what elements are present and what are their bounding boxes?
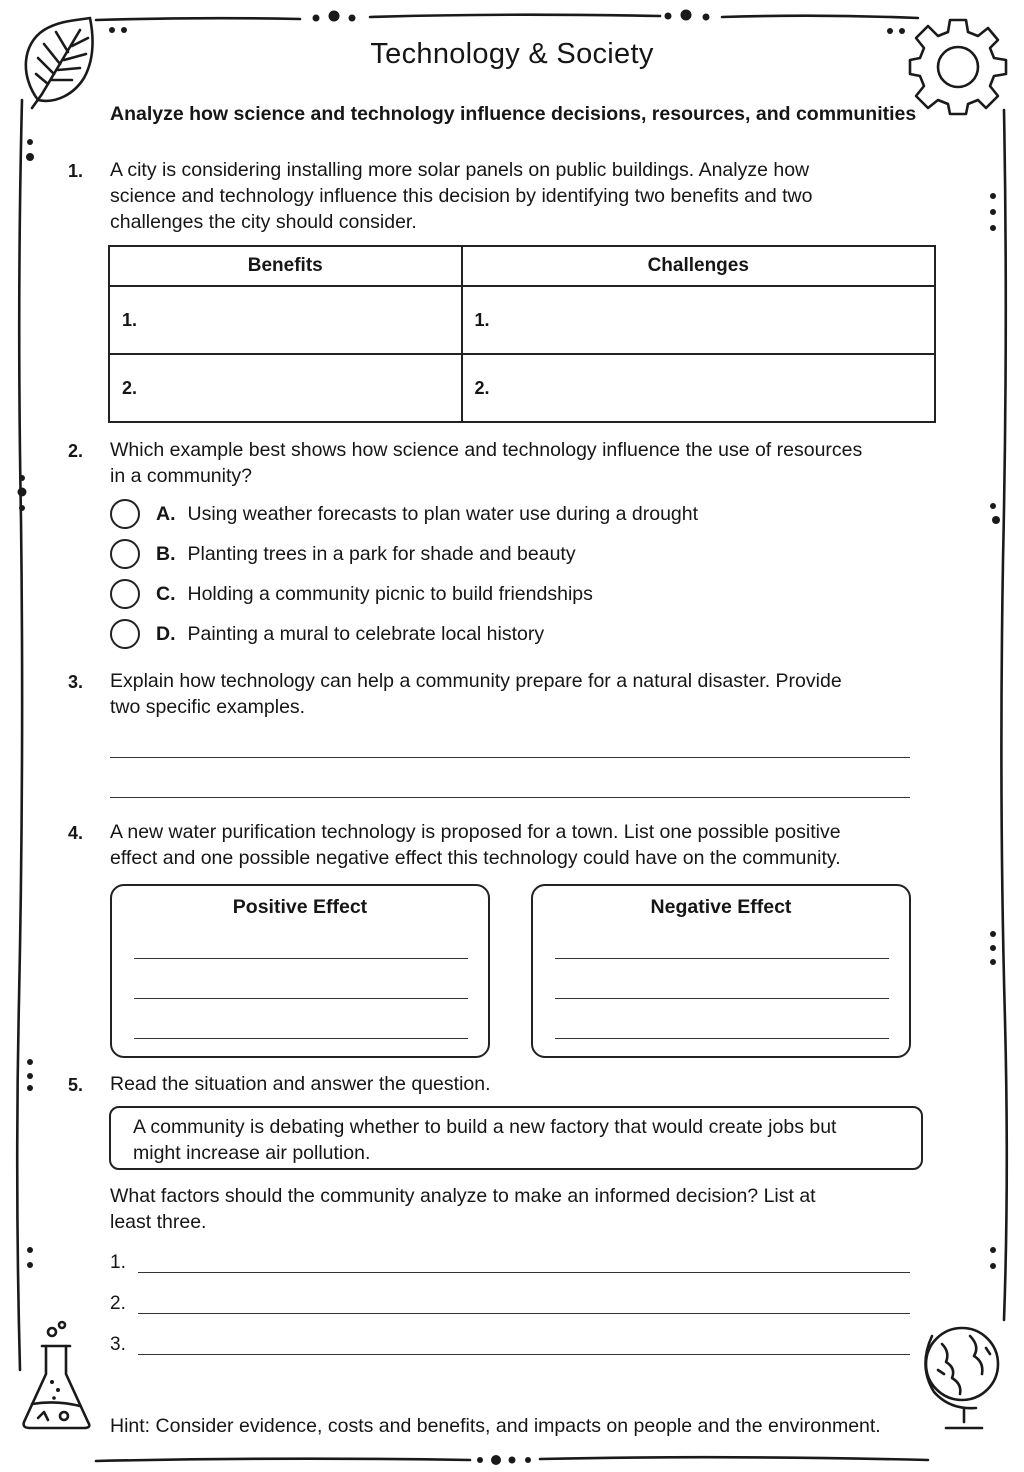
negative-effect-label: Negative Effect: [650, 896, 792, 918]
option-b-text: Planting trees in a park for shade and beauty: [187, 542, 576, 565]
list-number-1: 1.: [110, 1252, 126, 1273]
option-c-text: Holding a community picnic to build friendships: [187, 582, 593, 605]
answer-line[interactable]: [110, 797, 910, 798]
page-title: Technology & Society: [370, 38, 654, 70]
negative-effect-box: [531, 884, 911, 1058]
question-1-line: science and technology influence this decision by identifying two benefits and two: [110, 185, 813, 207]
scenario-box: [109, 1106, 923, 1170]
challenge-cell-2[interactable]: 2.: [462, 354, 935, 422]
answer-line[interactable]: [138, 1272, 910, 1273]
option-d-text: Painting a mural to celebrate local history: [187, 622, 545, 645]
question-4-line: A new water purification technology is proposed for a town. List one possible positive: [110, 821, 841, 843]
answer-line[interactable]: [110, 757, 910, 758]
radio-c[interactable]: [110, 579, 140, 609]
question-4-number: 4.: [68, 823, 84, 843]
question-4-text: [110, 819, 841, 871]
question-5-text: Read the situation and answer the question.: [110, 1073, 491, 1095]
answer-line[interactable]: [555, 1038, 889, 1039]
question-2-text: [110, 437, 862, 489]
question-2-line: Which example best shows how science and technology influence the use of resources: [110, 439, 863, 461]
question-1-line: A city is considering installing more solar panels on public buildings. Analyze how: [110, 159, 810, 181]
benefits-challenges-table: [108, 245, 936, 423]
flask-icon: [18, 1318, 98, 1436]
question-5-prompt-line: least three.: [110, 1211, 207, 1233]
question-3-line: two specific examples.: [110, 696, 306, 718]
radio-b[interactable]: [110, 539, 140, 569]
option-b-letter: B.: [156, 542, 176, 565]
benefits-header: Benefits: [109, 246, 462, 286]
option-b[interactable]: [110, 539, 576, 569]
list-number-3: 3.: [110, 1334, 126, 1355]
positive-effect-label: Positive Effect: [232, 896, 368, 918]
answer-line[interactable]: [134, 1038, 468, 1039]
benefit-cell-1[interactable]: 1.: [109, 286, 462, 354]
scenario-line: A community is debating whether to build a new factory that would create jobs but: [133, 1116, 837, 1138]
option-c[interactable]: [110, 579, 593, 609]
benefit-cell-2[interactable]: 2.: [109, 354, 462, 422]
question-2-number: 2.: [68, 441, 84, 461]
answer-line[interactable]: [555, 998, 889, 999]
page-subtitle: Analyze how science and technology influence decisions, resources, and communities: [110, 103, 917, 125]
option-d-letter: D.: [156, 622, 176, 645]
globe-icon: [912, 1318, 1008, 1436]
question-1-line: challenges the city should consider.: [110, 211, 417, 233]
option-a[interactable]: [110, 499, 698, 529]
option-a-text: Using weather forecasts to plan water use during a drought: [187, 502, 699, 525]
radio-a[interactable]: [110, 499, 140, 529]
answer-line[interactable]: [134, 958, 468, 959]
question-5-prompt-line: What factors should the community analyze to make an informed decision? List at: [110, 1185, 816, 1207]
positive-effect-box: [110, 884, 490, 1058]
question-1-number: 1.: [68, 161, 84, 181]
option-a-letter: A.: [156, 502, 176, 525]
question-1-text: [110, 157, 812, 235]
challenges-header: Challenges: [462, 246, 935, 286]
option-c-letter: C.: [156, 582, 176, 605]
question-3-text: [110, 668, 842, 720]
question-3-line: Explain how technology can help a community prepare for a natural disaster. Provide: [110, 670, 842, 692]
answer-line[interactable]: [138, 1354, 910, 1355]
answer-line[interactable]: [555, 958, 889, 959]
scenario-line: might increase air pollution.: [133, 1142, 371, 1164]
question-2-line: in a community?: [110, 465, 252, 487]
question-5-prompt: [110, 1183, 816, 1235]
question-5-number: 5.: [68, 1075, 84, 1095]
list-number-2: 2.: [110, 1293, 126, 1314]
hint-text: Hint: Consider evidence, costs and benefits, and impacts on people and the environment.: [110, 1415, 881, 1437]
answer-line[interactable]: [138, 1313, 910, 1314]
radio-d[interactable]: [110, 619, 140, 649]
option-d[interactable]: [110, 619, 544, 649]
answer-line[interactable]: [134, 998, 468, 999]
challenge-cell-1[interactable]: 1.: [462, 286, 935, 354]
question-3-number: 3.: [68, 672, 84, 692]
question-4-line: effect and one possible negative effect this technology could have on the community.: [110, 847, 841, 869]
